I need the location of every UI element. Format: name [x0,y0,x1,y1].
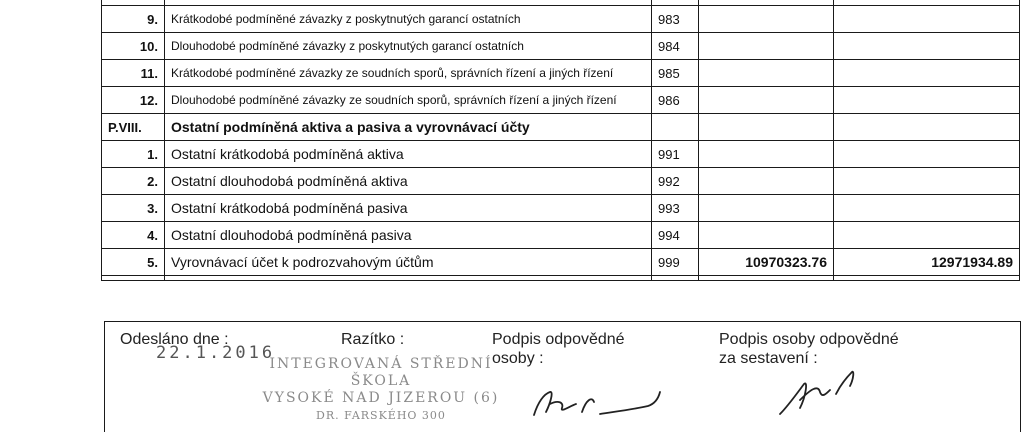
row-value-current [699,60,834,87]
row-description: Ostatní dlouhodobá podmíněná aktiva [165,168,652,195]
row-code: 983 [652,6,699,33]
table-row [102,195,1020,222]
row-number: 12. [102,87,165,114]
section-header-row [102,114,1020,141]
row-number: 11. [102,60,165,87]
row-value-previous [834,60,1020,87]
balance-table [101,0,1020,281]
row-description: Dlouhodobé podmíněné závazky ze soudních sporů, správních řízení a jiných řízení [165,87,652,114]
section-title: Ostatní podmíněná aktiva a pasiva a vyrovnávací účty [165,114,652,141]
school-stamp [246,356,516,424]
row-value-current [699,33,834,60]
row-value-current [699,168,834,195]
table-row [102,87,1020,114]
row-description: Dlouhodobé podmíněné závazky z poskytnutých garancí ostatních [165,33,652,60]
table-row [102,249,1020,276]
row-value-current [699,6,834,33]
row-value-current [699,141,834,168]
row-value-previous [834,168,1020,195]
row-code: 999 [652,249,699,276]
row-code: 984 [652,33,699,60]
compiler-signature [770,368,870,417]
row-value-current [699,195,834,222]
table-row [102,168,1020,195]
row-value-current [699,87,834,114]
row-code: 986 [652,87,699,114]
table-row [102,6,1020,33]
row-value-previous [834,141,1020,168]
row-description: Krátkodobé podmíněné závazky z poskytnutých garancí ostatních [165,6,652,33]
row-number: 4. [102,222,165,249]
sent-date-value: 22.1.2016 [156,343,276,363]
row-number: 10. [102,33,165,60]
row-number: 3. [102,195,165,222]
row-number: 1. [102,141,165,168]
row-number: 9. [102,6,165,33]
row-value-previous [834,195,1020,222]
row-description: Ostatní krátkodobá podmíněná pasiva [165,195,652,222]
stamp-line: VYSOKÉ NAD JIZEROU (6) [262,390,500,406]
row-value-previous [834,33,1020,60]
row-number: 2. [102,168,165,195]
row-description: Ostatní dlouhodobá podmíněná pasiva [165,222,652,249]
table-bottom-padding [102,276,1020,281]
row-code: 991 [652,141,699,168]
table-row [102,141,1020,168]
sent-date-label: Odesláno dne : [120,331,229,348]
row-code: 994 [652,222,699,249]
row-value-previous [834,87,1020,114]
row-code: 985 [652,60,699,87]
row-value-current [699,222,834,249]
responsible-signature-label-line2: osoby : [492,350,544,367]
row-code: 993 [652,195,699,222]
responsible-signature [520,382,670,417]
section-number: P.VIII. [102,114,165,141]
row-number: 5. [102,249,165,276]
responsible-signature-label-line1: Podpis odpovědné [492,331,625,348]
row-value-previous [834,6,1020,33]
stamp-line: INTEGROVANÁ STŘEDNÍ ŠKOLA [269,356,493,389]
table-row [102,33,1020,60]
row-description: Krátkodobé podmíněné závazky ze soudních sporů, správních řízení a jiných řízení [165,60,652,87]
row-description: Vyrovnávací účet k podrozvahovým účtům [165,249,652,276]
row-value-current: 10970323.76 [699,249,834,276]
row-value-previous: 12971934.89 [834,249,1020,276]
compiler-signature-label-line1: Podpis osoby odpovědné [719,331,899,348]
row-description: Ostatní krátkodobá podmíněná aktiva [165,141,652,168]
table-row [102,60,1020,87]
row-value-previous [834,222,1020,249]
stamp-line: DR. FARSKÉHO 300 [316,409,446,422]
compiler-signature-label-line2: za sestavení : [719,350,818,367]
row-code: 992 [652,168,699,195]
table-row [102,222,1020,249]
stamp-label: Razítko : [341,331,405,348]
